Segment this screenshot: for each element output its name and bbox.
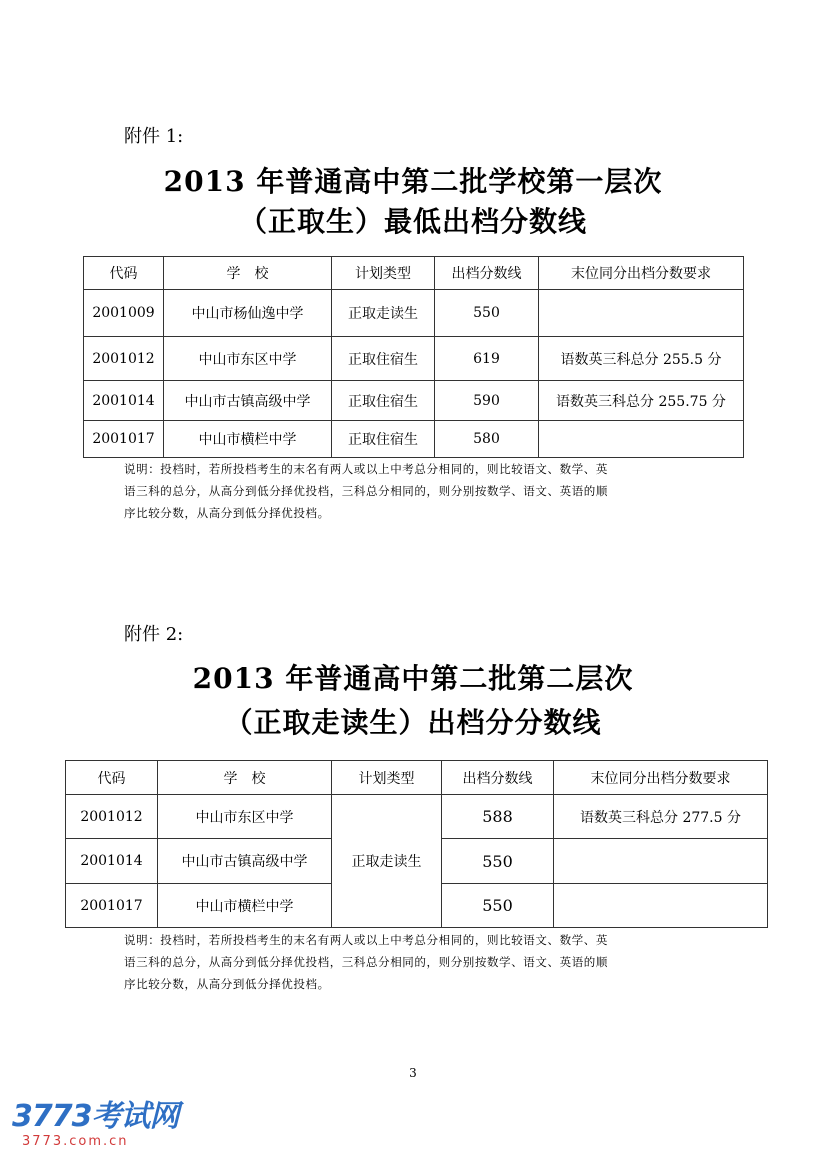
table-row (84, 421, 744, 458)
header-score: 出档分数线 (442, 761, 554, 795)
header-school: 学 校 (158, 761, 332, 795)
annex-2-note (124, 929, 714, 995)
cell-school: 中山市横栏中学 (164, 421, 332, 458)
table-row (84, 337, 744, 381)
header-score: 出档分数线 (435, 257, 539, 290)
cell-school: 中山市横栏中学 (158, 884, 332, 928)
note-line: 序比较分数，从高分到低分择优投档。 (124, 977, 330, 991)
cell-score: 550 (435, 290, 539, 337)
header-tie-requirement: 末位同分出档分数要求 (554, 761, 768, 795)
header-code: 代码 (84, 257, 164, 290)
annex-1-title-line2: （正取生）最低出档分数线 (238, 205, 587, 238)
watermark-logo-text: 3773考试网 (12, 1099, 179, 1134)
header-code: 代码 (66, 761, 158, 795)
cell-code: 2001012 (66, 795, 158, 839)
annex-1-note (124, 458, 714, 524)
cell-code: 2001009 (84, 290, 164, 337)
cell-tie-requirement (539, 290, 744, 337)
annex-1-label: 附件 1: (124, 126, 184, 147)
cell-score: 550 (442, 839, 554, 884)
table-header-row (84, 257, 744, 290)
cell-plan-type: 正取住宿生 (332, 337, 435, 381)
site-watermark-logo (12, 1100, 182, 1158)
table-row (84, 381, 744, 421)
cell-code: 2001017 (66, 884, 158, 928)
cell-plan-type: 正取走读生 (332, 290, 435, 337)
annex-2-title-line2: （正取走读生）出档分分数线 (224, 706, 602, 739)
note-line: 语三科的总分，从高分到低分择优投档，三科总分相同的，则分别按数学、语文、英语的顺 (124, 955, 608, 969)
note-line: 说明：投档时，若所投档考生的末名有两人或以上中考总分相同的，则比较语文、数学、英 (124, 462, 608, 476)
table-row (66, 795, 768, 839)
cell-code: 2001014 (84, 381, 164, 421)
cell-tie-requirement: 语数英三科总分 255.5 分 (539, 337, 744, 381)
cell-plan-type: 正取住宿生 (332, 381, 435, 421)
cell-score: 550 (442, 884, 554, 928)
cell-school: 中山市杨仙逸中学 (164, 290, 332, 337)
cell-plan-type-merged: 正取走读生 (332, 795, 442, 928)
cell-score: 619 (435, 337, 539, 381)
note-line: 说明：投档时，若所投档考生的末名有两人或以上中考总分相同的，则比较语文、数学、英 (124, 933, 608, 947)
cell-school: 中山市东区中学 (164, 337, 332, 381)
annex-2-title-line1: 2013 年普通高中第二批第二层次 (192, 662, 634, 695)
page-number: 3 (409, 1066, 417, 1080)
cell-school: 中山市东区中学 (158, 795, 332, 839)
cell-school: 中山市古镇高级中学 (164, 381, 332, 421)
header-plan-type: 计划类型 (332, 257, 435, 290)
note-line: 语三科的总分，从高分到低分择优投档，三科总分相同的，则分别按数学、语文、英语的顺 (124, 484, 608, 498)
cell-tie-requirement (539, 421, 744, 458)
cell-plan-type: 正取住宿生 (332, 421, 435, 458)
annex-1-table (83, 256, 744, 458)
table-row (84, 290, 744, 337)
cell-code: 2001014 (66, 839, 158, 884)
watermark-logo-url: 3773.com.cn (22, 1134, 129, 1149)
cell-code: 2001012 (84, 337, 164, 381)
cell-score: 590 (435, 381, 539, 421)
header-school: 学 校 (164, 257, 332, 290)
cell-score: 580 (435, 421, 539, 458)
cell-tie-requirement (554, 839, 768, 884)
table-header-row (66, 761, 768, 795)
header-plan-type: 计划类型 (332, 761, 442, 795)
cell-tie-requirement (554, 884, 768, 928)
annex-2-table (65, 760, 768, 928)
cell-school: 中山市古镇高级中学 (158, 839, 332, 884)
note-line: 序比较分数，从高分到低分择优投档。 (124, 506, 330, 520)
annex-1-title-line1: 2013 年普通高中第二批学校第一层次 (163, 165, 663, 198)
cell-tie-requirement: 语数英三科总分 277.5 分 (554, 795, 768, 839)
header-tie-requirement: 末位同分出档分数要求 (539, 257, 744, 290)
cell-score: 588 (442, 795, 554, 839)
cell-tie-requirement: 语数英三科总分 255.75 分 (539, 381, 744, 421)
cell-code: 2001017 (84, 421, 164, 458)
annex-2-label: 附件 2: (124, 624, 184, 645)
